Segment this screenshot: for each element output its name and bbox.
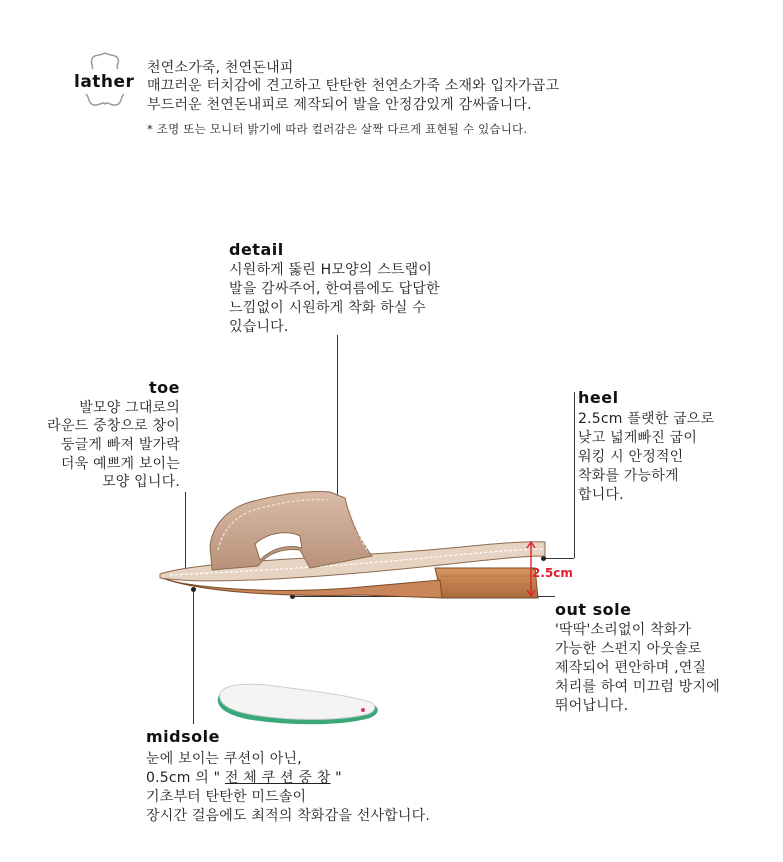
leather-badge-label: lather bbox=[74, 72, 135, 92]
leather-desc-line1: 매끄러운 터치감에 견고하고 탄탄한 천연소가죽 소재와 입자가곱고 bbox=[147, 78, 560, 94]
outsole-line: 가능한 스펀지 아웃솔로 bbox=[555, 641, 702, 657]
outsole-line: 처리를 하여 미끄럼 방지에 bbox=[555, 679, 720, 695]
heel-line: 2.5cm 플랫한 굽으로 bbox=[578, 411, 715, 427]
midsole-line2-prefix: 0.5cm 의 " bbox=[146, 770, 225, 786]
toe-title: toe bbox=[149, 378, 180, 397]
outsole-title: out sole bbox=[555, 600, 632, 619]
heel-line: 낮고 넓게빠진 굽이 bbox=[578, 430, 698, 446]
toe-line: 둥글게 빠져 발가락 bbox=[60, 437, 180, 453]
heel-measure-label: 2.5cm bbox=[532, 566, 573, 580]
detail-line: 있습니다. bbox=[229, 319, 289, 335]
outsole-line: '딱딱'소리없이 착화가 bbox=[555, 622, 692, 638]
sandal-image bbox=[150, 470, 580, 610]
midsole-line2-emphasis: 전 체 쿠 션 중 창 bbox=[224, 770, 331, 786]
detail-title: detail bbox=[229, 240, 284, 259]
detail-line: 느낌없이 시원하게 착화 하실 수 bbox=[229, 300, 427, 316]
outsole-line: 뛰어납니다. bbox=[555, 698, 629, 714]
midsole-line4: 장시간 걸음에도 최적의 착화감을 선사합니다. bbox=[146, 808, 431, 824]
heel-title: heel bbox=[578, 388, 619, 407]
midsole-title: midsole bbox=[146, 727, 220, 746]
toe-line: 더욱 예쁘게 보이는 bbox=[60, 456, 180, 472]
detail-line: 발을 감싸주어, 한여름에도 답답한 bbox=[229, 281, 440, 297]
leather-desc-line2: 부드러운 천연돈내피로 제작되어 발을 안정감있게 감싸줍니다. bbox=[147, 97, 532, 113]
toe-line: 발모양 그대로의 bbox=[79, 400, 180, 416]
outsole-line: 제작되어 편안하며 ,연질 bbox=[555, 660, 707, 676]
toe-line: 라운드 중창으로 창이 bbox=[47, 418, 180, 434]
midsole-leader-dot bbox=[191, 587, 196, 592]
heel-line: 합니다. bbox=[578, 487, 624, 503]
color-note: * 조명 또는 모니터 밝기에 따라 컬러감은 살짝 다르게 표현될 수 있습니다. bbox=[147, 122, 528, 136]
heel-line: 워킹 시 안정적인 bbox=[578, 449, 684, 465]
insole-image bbox=[212, 680, 382, 730]
detail-line: 시원하게 뚫린 H모양의 스트랩이 bbox=[229, 262, 433, 278]
heel-line: 착화를 가능하게 bbox=[578, 468, 679, 484]
midsole-leader-line bbox=[193, 590, 194, 724]
midsole-line3: 기초부터 탄탄한 미드솔이 bbox=[146, 789, 307, 805]
midsole-line1: 눈에 보이는 쿠션이 아닌, bbox=[146, 751, 302, 767]
midsole-line2-suffix: " bbox=[330, 770, 342, 786]
leather-title: 천연소가죽, 천연돈내피 bbox=[147, 60, 294, 76]
toe-line: 모양 입니다. bbox=[102, 474, 180, 490]
midsole-line2 bbox=[146, 769, 342, 787]
